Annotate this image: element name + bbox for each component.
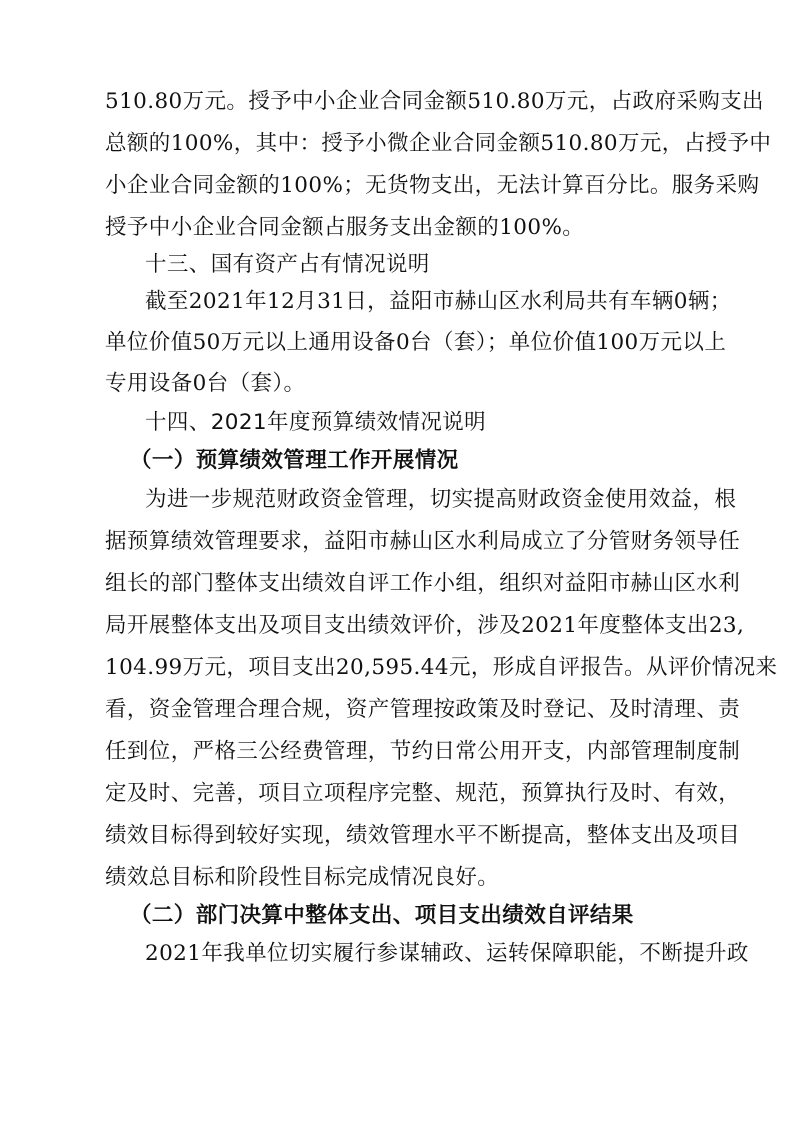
paragraph-line: 专用设备0台（套）。 <box>105 371 306 396</box>
paragraph-line: 绩效目标得到较好实现，绩效管理水平不断提高，整体支出及项目 <box>105 823 741 848</box>
paragraph-line: 绩效总目标和阶段性目标完成情况良好。 <box>105 865 500 890</box>
paragraph-line: 总额的100%，其中：授予小微企业合同金额510.80万元，占授予中 <box>105 131 772 156</box>
paragraph-line: 单位价值50万元以上通用设备0台（套）；单位价值100万元以上 <box>105 330 727 355</box>
paragraph-line: 组长的部门整体支出绩效自评工作小组，组织对益阳市赫山区水利 <box>105 571 741 596</box>
section-heading: 十三、国有资产占有情况说明 <box>145 252 430 277</box>
paragraph-line: 为进一步规范财政资金管理，切实提高财政资金使用效益，根 <box>145 487 737 512</box>
paragraph-line: 2021年我单位切实履行参谋辅政、运转保障职能，不断提升政 <box>145 941 749 966</box>
paragraph-line: 任到位，严格三公经费管理，节约日常公用开支，内部管理制度制 <box>105 739 741 764</box>
paragraph-line: 510.80万元。授予中小企业合同金额510.80万元，占政府采购支出 <box>105 89 764 114</box>
paragraph-line: 授予中小企业合同金额占服务支出金额的100%。 <box>105 215 585 240</box>
paragraph-line: 104.99万元，项目支出20,595.44元，形成自评报告。从评价情况来 <box>105 655 778 680</box>
paragraph-line: 据预算绩效管理要求，益阳市赫山区水利局成立了分管财务领导任 <box>105 529 741 554</box>
paragraph-line: 定及时、完善，项目立项程序完整、规范，预算执行及时、有效， <box>105 781 741 806</box>
paragraph-line: 看，资金管理合理合规，资产管理按政策及时登记、及时清理、责 <box>105 697 741 722</box>
subsection-heading: （一）预算绩效管理工作开展情况 <box>130 448 459 473</box>
paragraph-line: 局开展整体支出及项目支出绩效评价，涉及2021年度整体支出23, <box>105 613 745 638</box>
paragraph-line: 小企业合同金额的100%；无货物支出，无法计算百分比。服务采购 <box>105 173 760 198</box>
subsection-heading: （二）部门决算中整体支出、项目支出绩效自评结果 <box>130 903 634 928</box>
section-heading: 十四、2021年度预算绩效情况说明 <box>145 410 487 435</box>
paragraph-line: 截至2021年12月31日，益阳市赫山区水利局共有车辆0辆； <box>145 289 732 314</box>
